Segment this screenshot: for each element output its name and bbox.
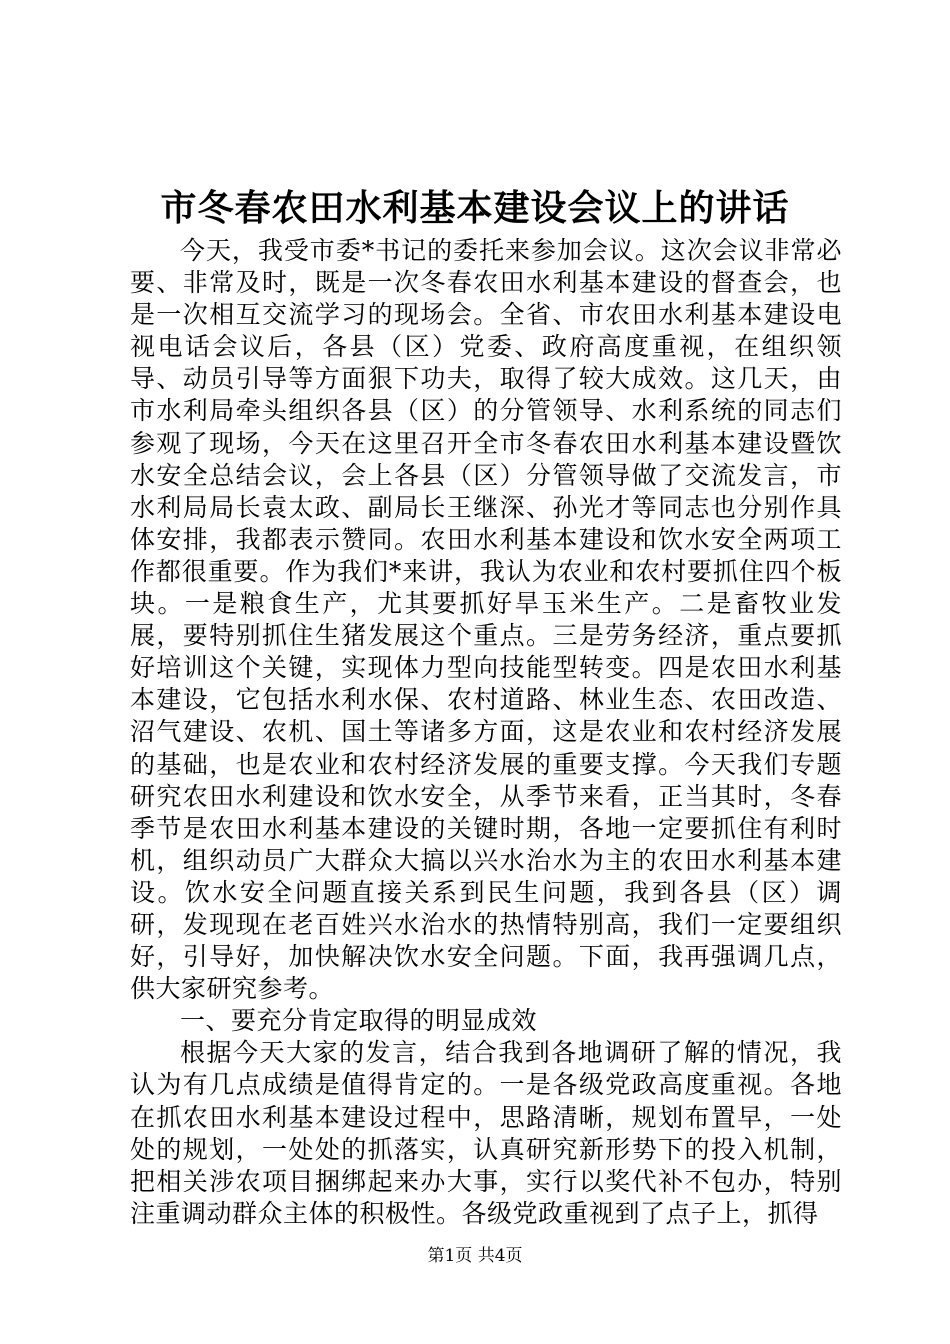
section-paragraph: 根据今天大家的发言，结合我到各地调研了解的情况，我认为有几点成绩是值得肯定的。一是各级党政高度重视。各地在抓农田水利基本建设过程中，思路清晰，规划布置早，一处处的规划，一处处的抓落实，认真研究新形势下的投入机制，把相关涉农项目捆绑起来办大事，实行以奖代补不包办，特别注重调动群众主体的积极性。各级党政重视到了点子上，抓得 [130,1038,842,1228]
section-heading: 一、要充分肯定取得的明显成效 [180,1006,538,1036]
intro-paragraph: 今天，我受市委*书记的委托来参加会议。这次会议非常必要、非常及时，既是一次冬春农田水利基本建设的督查会，也是一次相互交流学习的现场会。全省、市农田水利基本建设电视电话会议后，各县（区）党委、政府高度重视，在组织领导、动员引导等方面狠下功夫，取得了较大成效。这几天，由市水利局牵头组织各县（区）的分管领导、水利系统的同志们参观了现场，今天在这里召开全市冬春农田水利基本建设暨饮水安全总结会议，会上各县（区）分管领导做了交流发言，市水利局局长袁太政、副局长王继深、孙光才等同志也分别作具体安排，我都表示赞同。农田水利基本建设和饮水安全两项工作都很重要。作为我们*来讲，我认为农业和农村要抓住四个板块。一是粮食生产，尤其要抓好旱玉米生产。二是畜牧业发展，要特别抓住生猪发展这个重点。三是劳务经济，重点要抓好培训这个关键，实现体力型向技能型转变。四是农田水利基本建设，它包括水利水保、农村道路、林业生态、农田改造、沼气建设、农机、国土等诸多方面，这是农业和农村经济发展的基础，也是农业和农村经济发展的重要支撑。今天我们专题研究农田水利建设和饮水安全，从季节来看，正当其时，冬春季节是农田水利基本建设的关键时期，各地一定要抓住有利时机，组织动员广大群众大搞以兴水治水为主的农田水利基本建设。饮水安全问题直接关系到民生问题，我到各县（区）调研，发现现在老百姓兴水治水的热情特别高，我们一定要组织好，引导好，加快解决饮水安全问题。下面，我再强调几点，供大家研究参考。 [130,236,842,1004]
document-body [130,235,842,1230]
document-title: 市冬春农田水利基本建设会议上的讲话 [160,187,790,229]
page-footer: 第1页 共4页 [427,1246,523,1266]
